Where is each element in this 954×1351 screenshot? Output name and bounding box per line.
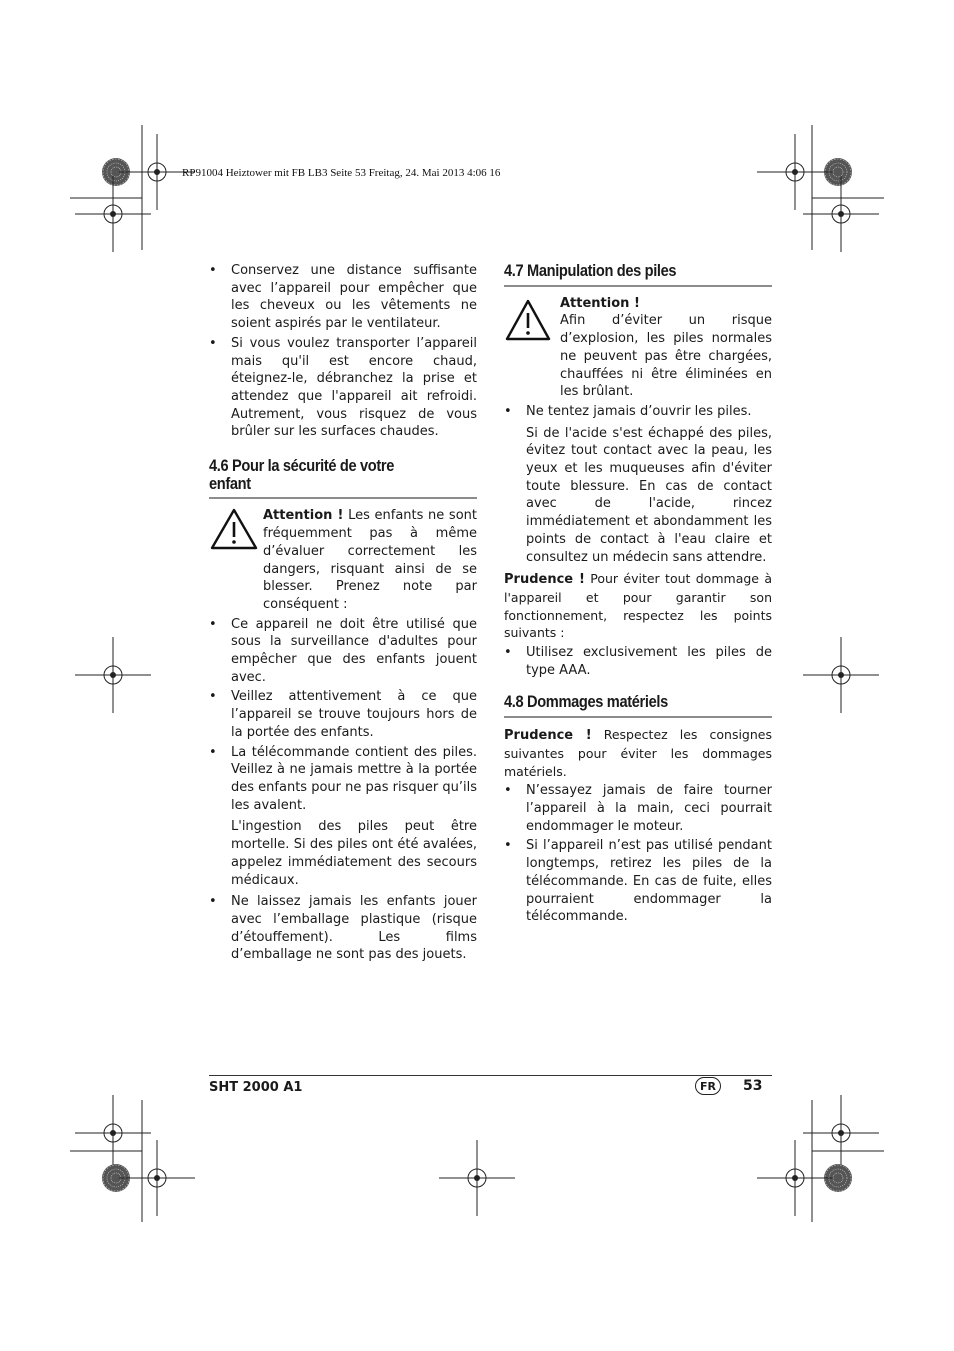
page-number: 53 [743,1078,763,1094]
list-item [504,837,772,926]
list-item [209,893,477,964]
language-badge: FR [695,1077,721,1095]
prudence-note [504,726,772,780]
warning-label: Attention ! [263,508,344,524]
bullet-dot: • [504,403,512,419]
list-item [504,644,772,679]
prudence-label: Prudence ! [504,572,585,588]
list-item [209,335,477,441]
warning-label: Attention ! [560,295,640,311]
footer-model: SHT 2000 A1 [209,1080,303,1095]
footer-rule [209,1075,772,1076]
bullet-text: Veillez attentivement à ce que l’appareil se trouve toujours hors de la portée des enfants. [231,689,477,740]
bullet-text: Ne tentez jamais d’ouvrir les piles. [526,403,752,419]
footer-right [695,1077,762,1095]
warning-box [209,507,477,613]
acid-paragraph: Si de l'acide s'est échappé des piles, évitez tout contact avec la peau, les yeux et les muqueuses afin d'éviter toute blessure. En cas de contact avec de l'acide, rincez immédiatement et abondamment les points de contact à l'eau claire et consultez un médecin sans attendre. [526,425,772,565]
print-header: RP91004 Heiztower mit FB LB3 Seite 53 Freitag, 24. Mai 2013 4:06 16 [182,167,501,179]
bullet-dot: • [504,783,512,799]
section-rule [504,716,772,718]
bullet-text: Ce appareil ne doit être utilisé que sous la surveillance d'adultes pour empêcher que des enfants jouent avec. [231,616,477,685]
prudence-label: Prudence ! [504,728,592,744]
warning-text: Les enfants ne sont fréquemment pas à même d’évaluer correctement les dangers, risquant ainsi de se blesser. Prenez note par conséquent : [263,508,478,612]
bullet-dot: • [209,689,217,705]
bullet-text: Utilisez exclusivement les piles de type AAA. [526,645,772,678]
section-title: 4.6 Pour la sécurité de votre enfant [209,456,395,493]
section-rule [209,497,477,499]
battery-paragraph: L'ingestion des piles peut être mortelle. Si des piles ont été avalées, appelez immédiatement des secours médicaux. [231,819,477,888]
prudence-text: Respectez les consignes suivantes pour éviter les dommages matériels. [504,727,772,779]
prudence-text: Pour éviter tout dommage à l'appareil et pour garantir son fonctionnement, respectez les points suivants : [504,571,772,641]
prudence-note [504,570,772,642]
bullet-dot: • [504,645,512,661]
list-item [209,616,477,687]
bullet-text: N’essayez jamais de faire tourner l’appareil à la main, ceci pourrait endommager le moteur. [526,783,772,834]
bullet-text: La télécommande contient des piles. Veillez à ne jamais mettre à la portée des enfants pour ne pas risquer qu’ils les avalent. [231,744,477,813]
bullet-dot: • [209,744,217,760]
bullet-text: Conservez une distance suffisante avec l’appareil pour empêcher que les cheveux ou les vêtements ne soient aspirés par le ventilateur. [231,263,477,332]
bullet-text: Ne laissez jamais les enfants jouer avec l’emballage plastique (risque d’étouffement). Les films d’emballage ne sont pas des jouets. [231,894,477,963]
bullet-text: Si vous voulez transporter l’appareil mais qu'il est encore chaud, éteignez-le, débranchez la prise et attendez que l'appareil ait refroidi. Autrement, vous risquez de vous brûler sur les surfaces chaudes. [231,335,477,440]
list-item [504,782,772,835]
bullet-text: Si l’appareil n’est pas utilisé pendant longtemps, retirez les piles de la télécommande. En cas de fuite, elles pourraient endommager la télécommande. [526,838,772,925]
warning-text-block [552,295,772,401]
right-column [504,262,772,928]
bullet-dot: • [209,263,217,278]
bullet-dot: • [504,838,512,854]
bullet-dot: • [209,335,217,351]
warning-triangle-icon [209,507,259,551]
list-item [209,262,477,333]
left-column [209,262,477,966]
list-item [209,688,477,741]
warning-box [504,295,772,401]
list-item [209,744,477,815]
section-title: 4.7 Manipulation des piles [504,261,677,280]
warning-text-block [259,507,477,613]
warning-triangle-icon [504,295,552,345]
bullet-dot: • [209,894,217,910]
bullet-dot: • [209,616,217,632]
list-item [504,403,772,421]
section-rule [504,285,772,287]
section-title: 4.8 Dommages matériels [504,692,668,712]
warning-text: Afin d’éviter un risque d’explosion, les piles normales ne peuvent pas être chargées, chauffées ni être éliminées en les brûlant. [560,313,772,400]
